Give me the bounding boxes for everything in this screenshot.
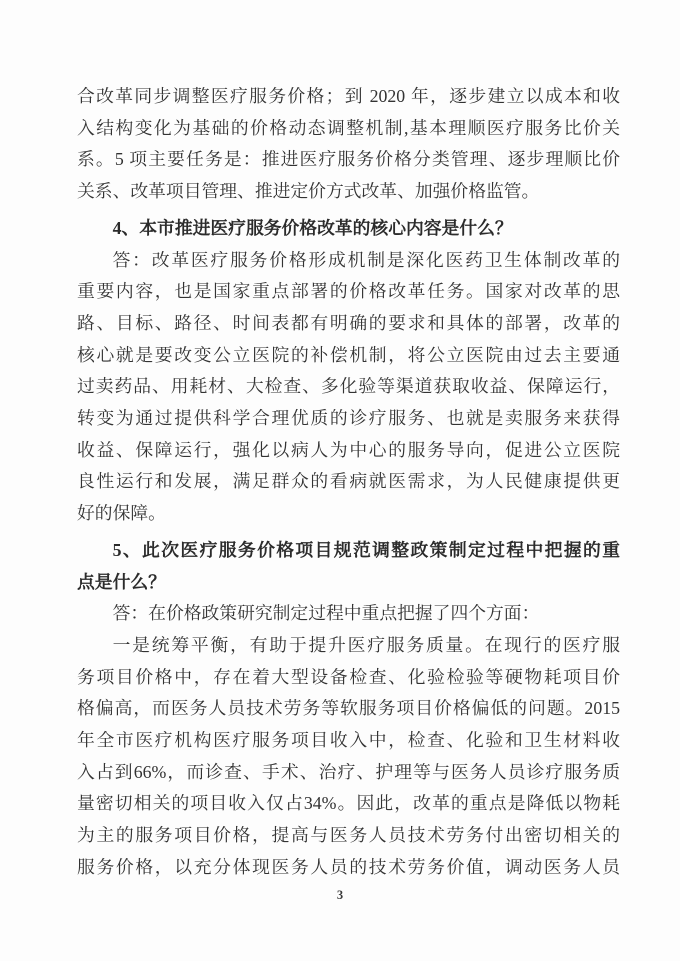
text-line: 路、目标、路径、时间表都有明确的要求和具体的部署，改革的 (77, 312, 620, 333)
page-number: 3 (336, 888, 344, 902)
text-line: 答：在价格政策研究制定过程中重点把握了四个方面： (112, 603, 540, 624)
text-line: 答：改革医疗服务价格形成机制是深化医药卫生体制改革的 (112, 249, 620, 270)
text-line: 收益、保障运行，强化以病人为中心的服务导向，促进公立医院 (77, 439, 620, 460)
heading-line: 点是什么？ (77, 571, 166, 592)
text-line: 核心就是要改变公立医院的补偿机制，将公立医院由过去主要通 (77, 344, 620, 365)
text-line: 服务价格，以充分体现医务人员的技术劳务价值，调动医务人员 (77, 856, 620, 877)
text-line: 转变为通过提供科学合理优质的诊疗服务、也就是卖服务来获得 (77, 408, 620, 429)
text-line: 入占到66%，而诊查、手术、治疗、护理等与医务人员诊疗服务质 (77, 761, 620, 782)
document-body (77, 81, 620, 884)
text-line: 入结构变化为基础的价格动态调整机制,基本理顺医疗服务比价关 (77, 117, 620, 138)
text-line: 良性运行和发展，满足群众的看病就医需求，为人民健康提供更 (77, 471, 620, 492)
text-line: 合改革同步调整医疗服务价格；到 2020 年，逐步建立以成本和收 (77, 86, 620, 106)
answer-4-paragraph (77, 245, 620, 530)
text-line: 过卖药品、用耗材、大检查、多化验等渠道获取收益、保障运行， (77, 376, 620, 397)
text-line: 一是统筹平衡，有助于提升医疗服务质量。在现行的医疗服 (112, 634, 620, 655)
heading-line: 5、此次医疗服务价格项目规范调整政策制定过程中把握的重 (112, 539, 620, 560)
question-5-heading (77, 535, 620, 598)
answer-5-point-1 (77, 630, 620, 884)
text-line: 务项目价格中，存在着大型设备检查、化验检验等硬物耗项目价 (77, 666, 620, 687)
text-line: 年全市医疗机构医疗服务项目收入中，检查、化验和卫生材料收 (77, 730, 620, 751)
text-line: 为主的服务项目价格，提高与医务人员技术劳务付出密切相关的 (77, 825, 620, 846)
question-4-heading (77, 213, 620, 245)
text-line: 关系、改革项目管理、推进定价方式改革、加强价格监管。 (77, 181, 540, 202)
text-line: 好的保障。 (77, 503, 166, 524)
text-line: 系。5 项主要任务是：推进医疗服务价格分类管理、逐步理顺比价 (77, 149, 620, 170)
text-line: 量密切相关的项目收入仅占34%。因此，改革的重点是降低以物耗 (77, 793, 620, 814)
paragraph-continuation (77, 81, 620, 208)
answer-5-intro (77, 598, 620, 630)
text-line: 格偏高，而医务人员技术劳务等软服务项目价格偏低的问题。2015 (77, 698, 620, 719)
text-line: 重要内容，也是国家重点部署的价格改革任务。国家对改革的思 (77, 281, 620, 302)
heading-line: 4、本市推进医疗服务价格改革的核心内容是什么？ (112, 217, 513, 238)
